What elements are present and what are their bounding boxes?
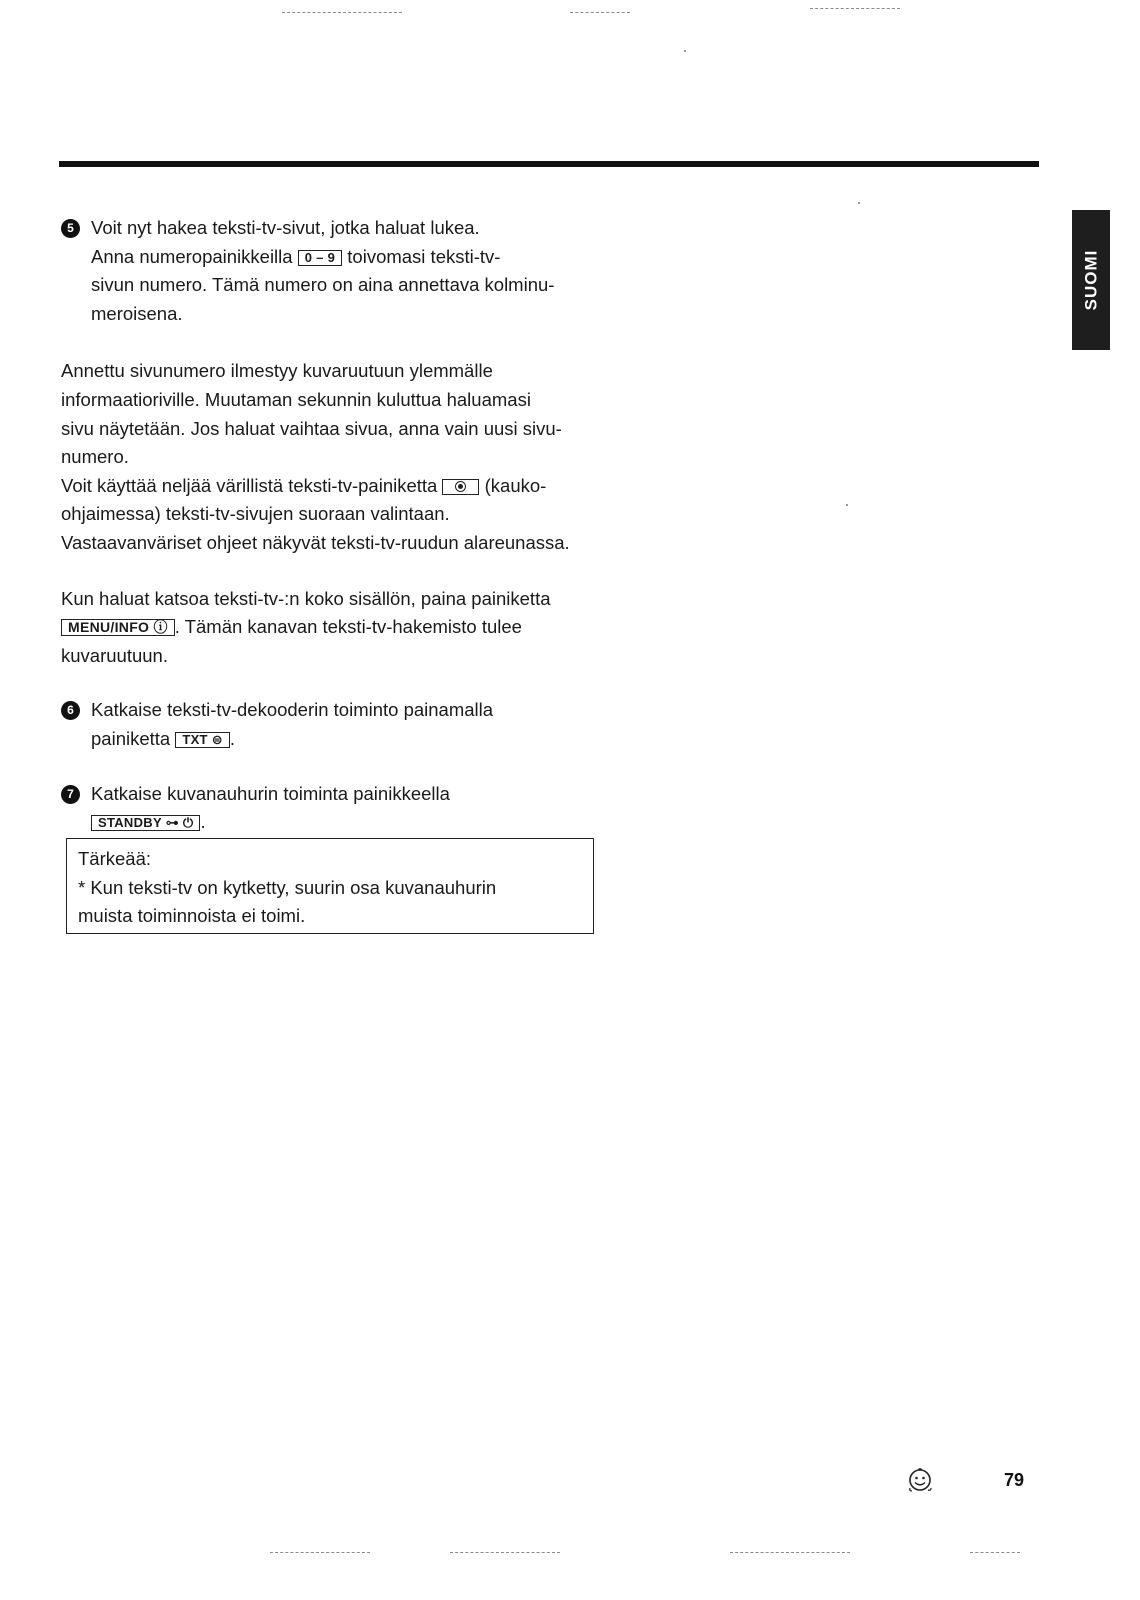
scan-artifact: [846, 504, 848, 506]
text-line: ohjaimessa) teksti-tv-sivujen suoraan valintaan.: [61, 503, 450, 525]
scan-artifact: [970, 1552, 1020, 1553]
txt-key-label: TXT ⊜: [175, 732, 230, 748]
step-number-icon: 7: [61, 785, 80, 804]
text-line: painiketta: [91, 727, 176, 749]
text-line: Vastaavanväriset ohjeet näkyvät teksti-tv-ruudun alareunassa.: [61, 531, 570, 553]
text-line: informaatioriville. Muutaman sekunnin kuluttua haluamasi: [61, 388, 531, 410]
important-heading: Tärkeää:: [78, 848, 152, 869]
standby-key-label: STANDBY ⊶ ⏻: [91, 815, 200, 831]
index-paragraph: [61, 585, 621, 671]
step-5: [61, 214, 621, 328]
step-6: [61, 696, 621, 753]
page-number-paragraph: [61, 357, 621, 557]
text-line: sivun numero. Tämä numero on aina annettava kolminu-: [91, 274, 555, 296]
text-line: (kauko-: [479, 474, 547, 496]
scan-artifact: [858, 202, 860, 204]
step-number-icon: 5: [61, 219, 80, 238]
step-7: [61, 780, 621, 837]
step-5-text: [91, 214, 621, 328]
text-line: Annettu sivunumero ilmestyy kuvaruutuun ylemmälle: [61, 360, 493, 382]
circle-dot-icon: [455, 481, 466, 492]
digit-keys-label: 0 – 9: [298, 250, 342, 266]
main-content: [61, 214, 621, 837]
scan-artifact: [282, 12, 402, 13]
text-line: .: [229, 727, 236, 749]
scan-artifact: [450, 1552, 560, 1553]
step-6-text: [91, 696, 621, 753]
scan-artifact: [570, 12, 630, 13]
text-line: Katkaise kuvanauhurin toiminta painikkeella: [91, 782, 450, 804]
scan-artifact: [810, 8, 900, 9]
scan-artifact: [270, 1552, 370, 1553]
text-line: Anna numeropainikkeilla: [91, 245, 298, 267]
header-rule: [59, 161, 1039, 167]
text-line: .: [200, 811, 206, 833]
text-line: sivu näytetään. Jos haluat vaihtaa sivua, anna vain uusi sivu-: [61, 417, 562, 439]
important-note-box: [66, 838, 594, 934]
language-tab-label: SUOMI: [1081, 249, 1101, 311]
language-tab: [1072, 210, 1110, 350]
scan-artifact: [730, 1552, 850, 1553]
color-button-key: [442, 479, 479, 495]
text-line: meroisena.: [91, 302, 183, 324]
text-line: Voit nyt hakea teksti-tv-sivut, jotka haluat lukea.: [91, 217, 480, 238]
text-line: Voit käyttää neljää värillistä teksti-tv-painiketta: [61, 474, 443, 496]
scan-artifact: [684, 50, 686, 52]
page-number: 79: [1004, 1470, 1025, 1490]
text-line: Kun haluat katsoa teksti-tv-:n koko sisällön, paina painiketta: [61, 587, 551, 609]
text-line: toivomasi teksti-tv-: [342, 245, 501, 267]
text-line: Katkaise teksti-tv-dekooderin toiminto painamalla: [91, 699, 494, 721]
important-line: muista toiminnoista ei toimi.: [78, 905, 306, 927]
smiley-face-icon: [906, 1466, 934, 1494]
step-number-icon: 6: [61, 701, 80, 720]
menu-info-key-label: MENU/INFO ⓘ: [61, 619, 175, 636]
text-line: kuvaruutuun.: [61, 644, 168, 666]
step-7-text: [91, 780, 621, 837]
important-line: * Kun teksti-tv on kytketty, suurin osa kuvanauhurin: [78, 876, 497, 898]
text-line: numero.: [61, 446, 129, 468]
text-line: . Tämän kanavan teksti-tv-hakemisto tulee: [174, 616, 522, 638]
